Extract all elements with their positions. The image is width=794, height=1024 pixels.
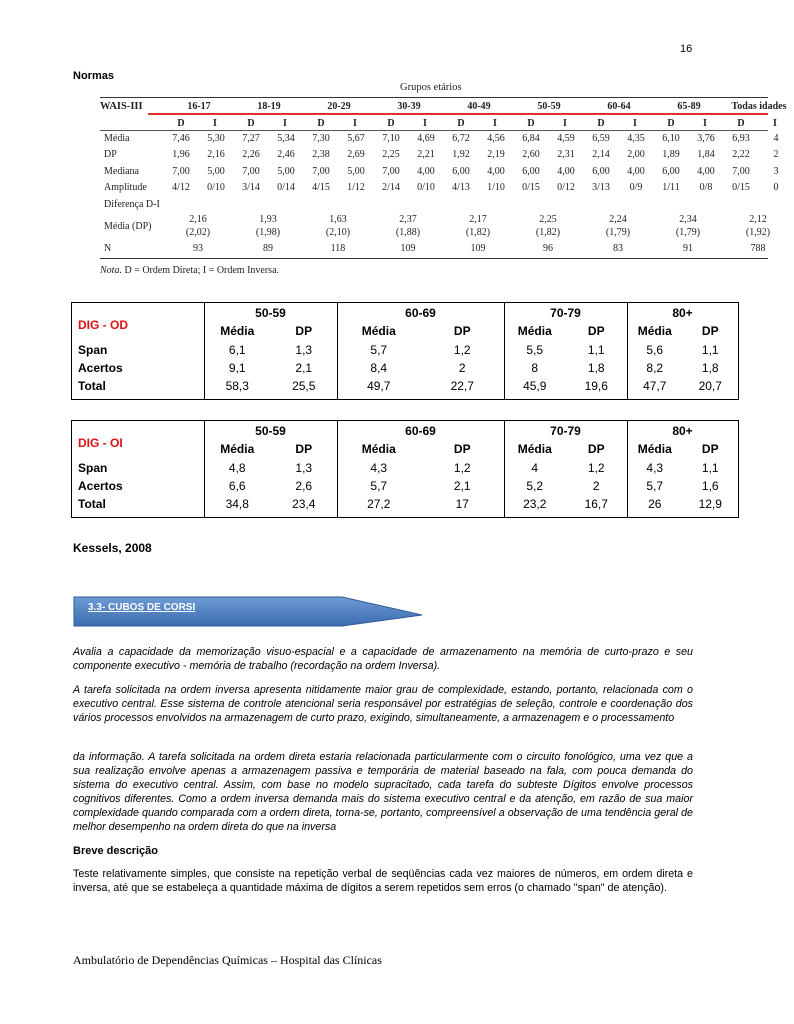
wais-age-group: Todas idades <box>731 101 787 112</box>
wais-sub-header: I <box>423 118 427 129</box>
wais-cell: 1,84 <box>697 149 715 160</box>
paragraph-inverse-order: A tarefa solicitada na ordem inversa apresenta nitidamente maior grau de complexidade, estando, portanto, relacionada com o executivo central. Esse sistema de controle atencional seria responsável por estratégias de seleção, controle e coordenação dos vários processos envolvidos na armazenagem de curto prazo, exigindo, simultaneamente, a armazenagem e o processamento <box>73 684 693 724</box>
age-group-header: 80+ <box>672 306 693 320</box>
wais-cell: 0/9 <box>629 182 643 193</box>
wais-cell: 2,69 <box>347 149 365 160</box>
wais-diff-mean: 2,12 <box>749 214 767 225</box>
wais-note-prefix: Nota. <box>100 265 122 276</box>
wais-sub-header: D <box>317 118 325 129</box>
wais-cell: 1,89 <box>662 149 680 160</box>
table-cell: 34,8 <box>225 497 249 511</box>
wais-sub-header: I <box>633 118 637 129</box>
table-cell: 2 <box>458 361 466 375</box>
sd-header: DP <box>701 324 719 338</box>
wais-sub-header: D <box>457 118 465 129</box>
sd-header: DP <box>453 324 471 338</box>
table-cell: 17 <box>455 497 469 511</box>
wais-cell: 2,19 <box>487 149 505 160</box>
table-cell: 5,7 <box>646 479 664 493</box>
wais-diff-sd: (1,79) <box>675 227 701 238</box>
wais-cell: 6,72 <box>452 133 470 144</box>
sd-header: DP <box>295 442 313 456</box>
paragraph-description: Teste relativamente simples, que consiste na repetição verbal de seqüências cada vez maiores de números, em ordem direta e inversa, até que se estabeleça a quantidade máxima de dígitos a serem repetidos sem erros (o chamado "span" de atenção). <box>73 868 693 894</box>
wais-age-group: 30-39 <box>397 101 421 112</box>
wais-cell: 2,38 <box>312 149 330 160</box>
table-cell: 1,8 <box>701 361 719 375</box>
table-cell: 1,2 <box>453 461 471 475</box>
wais-diff-mean-label: Média (DP) <box>104 221 152 232</box>
wais-n-value: 93 <box>193 243 203 254</box>
wais-cell: 2,16 <box>207 149 225 160</box>
wais-n-value: 118 <box>330 243 346 254</box>
wais-cell: 6,59 <box>592 133 610 144</box>
table-cell: 5,7 <box>370 343 388 357</box>
dig-od-table <box>71 302 739 400</box>
wais-sub-header: D <box>737 118 745 129</box>
wais-diff-sd: (1,82) <box>465 227 491 238</box>
age-group-header: 70-79 <box>550 306 581 320</box>
age-group-header: 80+ <box>672 424 693 438</box>
mean-header: Média <box>220 324 255 338</box>
table-cell: 5,2 <box>526 479 544 493</box>
wais-age-group: 60-64 <box>607 101 631 112</box>
table-cell: 23,2 <box>523 497 547 511</box>
wais-cell: 1/12 <box>347 182 365 193</box>
wais-diff-sd: (2,02) <box>185 227 211 238</box>
table-cell: 27,2 <box>367 497 391 511</box>
wais-cell: 2,14 <box>592 149 610 160</box>
wais-diff-mean: 2,17 <box>469 214 487 225</box>
wais-cell: 4,00 <box>417 166 435 177</box>
wais-cell: 2,60 <box>522 149 540 160</box>
wais-cell: 1/10 <box>487 182 505 193</box>
table-cell: 1,1 <box>701 461 719 475</box>
wais-diff-mean: 2,24 <box>609 214 627 225</box>
table-cell: 8,2 <box>646 361 664 375</box>
wais-group-title: Grupos etários <box>400 82 462 93</box>
wais-cell: 4,56 <box>487 133 505 144</box>
wais-cell: 3,76 <box>697 133 715 144</box>
wais-sub-header: D <box>247 118 255 129</box>
table-cell: 5,7 <box>370 479 388 493</box>
table-cell: 12,9 <box>698 497 722 511</box>
sd-header: DP <box>295 324 313 338</box>
dig-oi-table <box>71 420 739 518</box>
wais-cell: 7,10 <box>382 133 400 144</box>
wais-title: WAIS-III <box>100 101 143 112</box>
wais-sub-header: D <box>667 118 675 129</box>
wais-cell: 0/15 <box>522 182 540 193</box>
wais-sub-header: I <box>353 118 357 129</box>
table-cell: 8,4 <box>370 361 388 375</box>
wais-diff-sd: (1,98) <box>255 227 281 238</box>
wais-cell: 4,00 <box>697 166 715 177</box>
table-cell: 45,9 <box>523 379 547 393</box>
table-cell: 1,6 <box>701 479 719 493</box>
table-cell: 23,4 <box>292 497 316 511</box>
sd-header: DP <box>587 442 605 456</box>
wais-sub-header: I <box>283 118 287 129</box>
wais-cell: 4/12 <box>172 182 190 193</box>
wais-cell: 5,30 <box>207 133 225 144</box>
wais-age-group: 18-19 <box>257 101 281 112</box>
wais-n-value: 109 <box>400 243 416 254</box>
wais-diff-mean: 2,34 <box>679 214 697 225</box>
age-group-header: 60-69 <box>405 424 436 438</box>
wais-cell: 1,96 <box>172 149 190 160</box>
wais-cell: 0/15 <box>732 182 750 193</box>
wais-cell: 2,25 <box>382 149 400 160</box>
mean-header: Média <box>361 442 396 456</box>
wais-cell: 5,34 <box>277 133 295 144</box>
wais-cell: 7,30 <box>312 133 330 144</box>
wais-cell: 2,21 <box>417 149 435 160</box>
wais-cell: 4 <box>773 133 779 144</box>
wais-sub-header: D <box>177 118 185 129</box>
wais-age-group: 40-49 <box>467 101 491 112</box>
wais-sub-header: I <box>703 118 707 129</box>
wais-age-group: 16-17 <box>187 101 211 112</box>
wais-cell: 4,69 <box>417 133 435 144</box>
wais-cell: 2/14 <box>382 182 400 193</box>
section-title: 3.3- CUBOS DE CORSI <box>88 602 196 613</box>
table-cell: 2,6 <box>295 479 313 493</box>
wais-divider <box>100 258 768 259</box>
page-footer: Ambulatório de Dependências Químicas – Hospital das Clínicas <box>73 953 382 967</box>
wais-cell: 2,00 <box>627 149 645 160</box>
wais-cell: 0/8 <box>699 182 713 193</box>
table-cell: 1,3 <box>295 343 313 357</box>
wais-cell: 6,84 <box>522 133 540 144</box>
wais-cell: 0/10 <box>207 182 225 193</box>
table-cell: 8 <box>531 361 539 375</box>
wais-cell: 6,93 <box>732 133 750 144</box>
table-cell: 2,1 <box>295 361 313 375</box>
wais-cell: 7,00 <box>312 166 330 177</box>
wais-n-label: N <box>104 243 112 254</box>
table-cell: 25,5 <box>292 379 316 393</box>
wais-row-label: Média <box>104 133 130 144</box>
wais-diff-sd: (1,82) <box>535 227 561 238</box>
wais-n-value: 788 <box>750 243 766 254</box>
table-cell: 5,6 <box>646 343 664 357</box>
row-label: Acertos <box>78 361 123 375</box>
table-cell: 47,7 <box>643 379 667 393</box>
wais-n-value: 89 <box>263 243 273 254</box>
age-group-header: 50-59 <box>255 424 286 438</box>
table-cell: 1,3 <box>295 461 313 475</box>
mean-header: Média <box>517 442 552 456</box>
wais-diff-mean: 2,37 <box>399 214 417 225</box>
table-cell: 20,7 <box>698 379 722 393</box>
wais-diff-mean: 2,16 <box>189 214 207 225</box>
table-cell: 2,1 <box>453 479 471 493</box>
table-cell: 22,7 <box>450 379 474 393</box>
table-cell: 4,3 <box>370 461 388 475</box>
wais-cell: 0/12 <box>557 182 575 193</box>
wais-sub-header: I <box>563 118 567 129</box>
table-title: DIG - OI <box>78 436 123 450</box>
table-cell: 2 <box>592 479 600 493</box>
wais-diff-sd: (2,10) <box>325 227 351 238</box>
normas-label: Normas <box>73 70 114 82</box>
wais-diff-label: Diferença D-I <box>104 199 160 210</box>
wais-row-label: Amplitude <box>104 182 147 193</box>
wais-cell: 4,35 <box>627 133 645 144</box>
paragraph-direct-order: da informação. A tarefa solicitada na ordem direta estaria relacionada particularmente com o circuito fonológico, uma vez que a sua realização envolve apenas a armazenagem passiva e temporária de material baseado na fala, com pouca demanda do sistema do executivo central. Assim, com base no modelo supracitado, cada tarefa do subteste Dígitos envolve processos cognitivos diferentes. Como a ordem inversa demanda mais do sistema executivo central e da atenção, em razão de sua maior complexidade quando comparada com a ordem direta, torna-se, portanto, compreensível a observação de uma tendência geral de melhor desempenho na ordem direta do que na inversa <box>73 751 693 833</box>
sd-header: DP <box>453 442 471 456</box>
row-label: Span <box>78 461 108 475</box>
wais-red-underline <box>148 113 768 115</box>
wais-cell: 0 <box>773 182 779 193</box>
wais-cell: 7,00 <box>732 166 750 177</box>
wais-diff-mean: 1,93 <box>259 214 277 225</box>
wais-diff-sd: (1,92) <box>745 227 771 238</box>
wais-sub-header: I <box>773 118 777 129</box>
wais-age-group: 65-89 <box>677 101 701 112</box>
wais-cell: 5,00 <box>347 166 365 177</box>
sd-header: DP <box>587 324 605 338</box>
wais-cell: 7,00 <box>242 166 260 177</box>
table-cell: 16,7 <box>584 497 608 511</box>
age-group-header: 60-69 <box>405 306 436 320</box>
row-label: Span <box>78 343 108 357</box>
wais-n-value: 109 <box>470 243 486 254</box>
wais-cell: 4,00 <box>487 166 505 177</box>
table-cell: 4 <box>531 461 539 475</box>
wais-cell: 2 <box>773 149 779 160</box>
sd-header: DP <box>701 442 719 456</box>
table-cell: 26 <box>648 497 662 511</box>
wais-cell: 4/13 <box>452 182 470 193</box>
table-cell: 1,1 <box>701 343 719 357</box>
wais-n-value: 96 <box>543 243 553 254</box>
table-cell: 1,2 <box>453 343 471 357</box>
wais-diff-sd: (1,79) <box>605 227 631 238</box>
wais-cell: 5,67 <box>347 133 365 144</box>
table-cell: 6,6 <box>228 479 246 493</box>
wais-cell: 2,22 <box>732 149 750 160</box>
age-group-header: 70-79 <box>550 424 581 438</box>
table-cell: 49,7 <box>367 379 391 393</box>
wais-diff-mean: 2,25 <box>539 214 557 225</box>
mean-header: Média <box>637 442 672 456</box>
table-cell: 1,8 <box>587 361 605 375</box>
kessels-reference: Kessels, 2008 <box>73 541 152 555</box>
wais-sub-header: D <box>597 118 605 129</box>
wais-cell: 4/15 <box>312 182 330 193</box>
wais-cell: 4,00 <box>557 166 575 177</box>
wais-divider <box>100 97 768 98</box>
wais-sub-header: I <box>493 118 497 129</box>
wais-cell: 3 <box>773 166 779 177</box>
table-cell: 9,1 <box>228 361 246 375</box>
wais-cell: 3/13 <box>592 182 610 193</box>
wais-sub-header: D <box>527 118 535 129</box>
wais-cell: 6,00 <box>452 166 470 177</box>
wais-age-group: 50-59 <box>537 101 561 112</box>
mean-header: Média <box>361 324 396 338</box>
wais-row-label: Mediana <box>104 166 139 177</box>
row-label: Acertos <box>78 479 123 493</box>
wais-age-group: 20-29 <box>327 101 351 112</box>
wais-cell: 4,59 <box>557 133 575 144</box>
wais-cell: 7,00 <box>382 166 400 177</box>
mean-header: Média <box>220 442 255 456</box>
table-cell: 19,6 <box>584 379 608 393</box>
mean-header: Média <box>637 324 672 338</box>
wais-n-value: 91 <box>683 243 693 254</box>
wais-cell: 5,00 <box>277 166 295 177</box>
brief-description-heading: Breve descrição <box>73 845 158 857</box>
wais-row-label: DP <box>104 149 117 160</box>
table-cell: 6,1 <box>228 343 246 357</box>
row-label: Total <box>78 497 106 511</box>
wais-n-value: 83 <box>613 243 623 254</box>
wais-cell: 1/11 <box>662 182 680 193</box>
wais-sub-header: I <box>213 118 217 129</box>
section-banner <box>72 595 424 628</box>
wais-cell: 2,31 <box>557 149 575 160</box>
wais-cell: 1,92 <box>452 149 470 160</box>
wais-cell: 6,00 <box>522 166 540 177</box>
wais-cell: 6,00 <box>662 166 680 177</box>
wais-cell: 5,00 <box>207 166 225 177</box>
wais-cell: 0/10 <box>417 182 435 193</box>
wais-table <box>100 82 787 282</box>
wais-cell: 6,00 <box>592 166 610 177</box>
table-cell: 4,3 <box>646 461 664 475</box>
paragraph-intro: Avalia a capacidade da memorização visuo-espacial e a capacidade de armazenamento na memória de curto-prazo e seu componente executivo - memória de trabalho (recordação na ordem Inversa). <box>73 646 693 672</box>
wais-cell: 7,00 <box>172 166 190 177</box>
wais-cell: 2,46 <box>277 149 295 160</box>
age-group-header: 50-59 <box>255 306 286 320</box>
table-title: DIG - OD <box>78 318 128 332</box>
table-cell: 5,5 <box>526 343 544 357</box>
wais-note-text: D = Ordem Direta; I = Ordem Inversa. <box>124 265 280 276</box>
wais-cell: 6,10 <box>662 133 680 144</box>
wais-cell: 7,46 <box>172 133 190 144</box>
page-number: 16 <box>680 43 693 55</box>
wais-cell: 3/14 <box>242 182 260 193</box>
table-cell: 1,2 <box>587 461 605 475</box>
wais-cell: 0/14 <box>277 182 295 193</box>
wais-divider <box>100 130 768 131</box>
wais-diff-mean: 1,63 <box>329 214 347 225</box>
table-cell: 1,1 <box>587 343 605 357</box>
table-cell: 4,8 <box>228 461 246 475</box>
mean-header: Média <box>517 324 552 338</box>
row-label: Total <box>78 379 106 393</box>
wais-cell: 7,27 <box>242 133 260 144</box>
wais-note <box>100 265 279 276</box>
wais-cell: 2,26 <box>242 149 260 160</box>
wais-cell: 4,00 <box>627 166 645 177</box>
wais-diff-sd: (1,88) <box>395 227 421 238</box>
table-cell: 58,3 <box>225 379 249 393</box>
wais-sub-header: D <box>387 118 395 129</box>
